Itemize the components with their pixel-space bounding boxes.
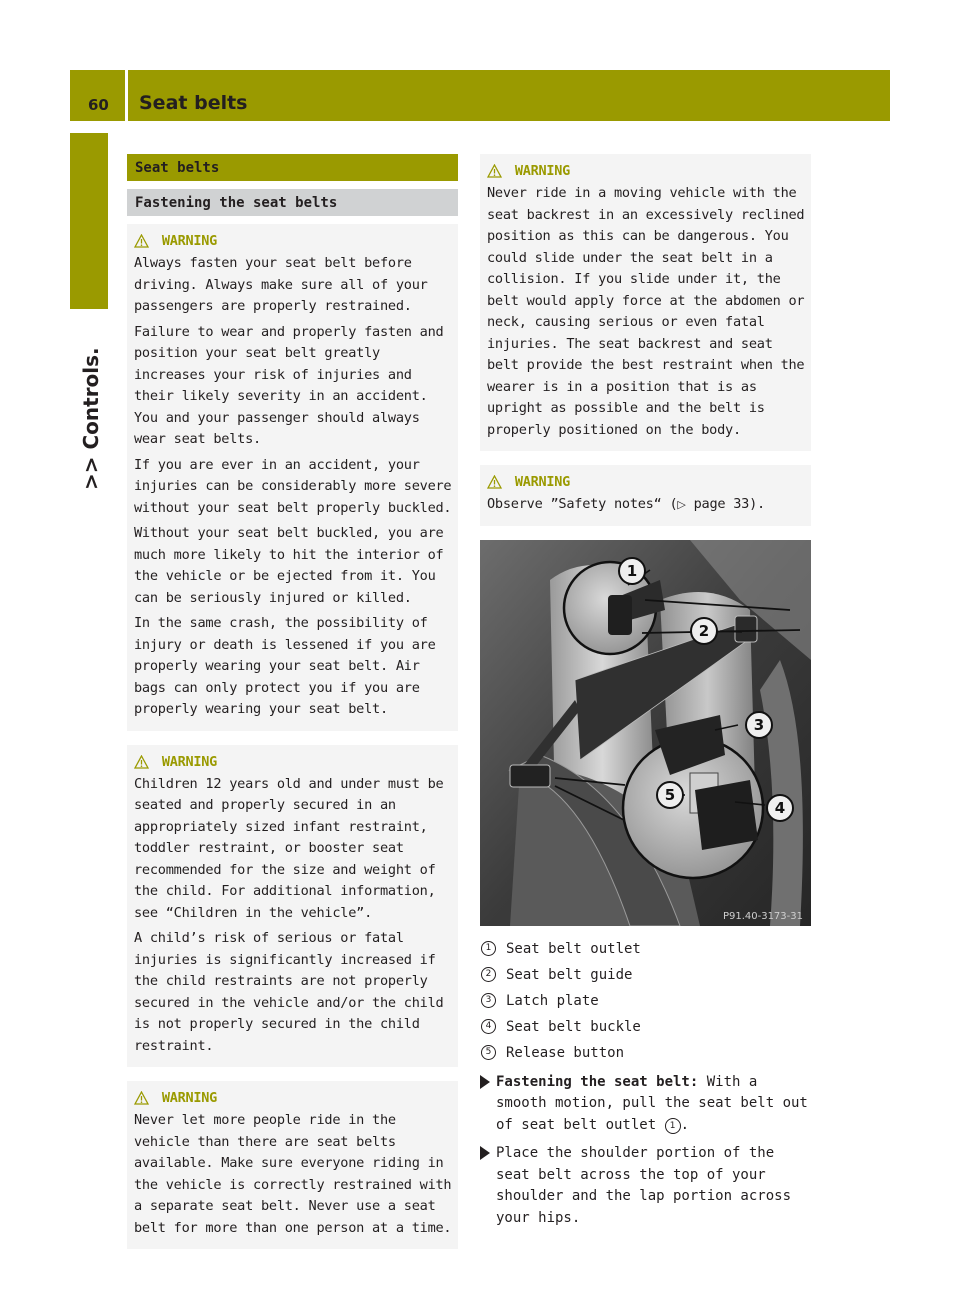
warning-text: Always fasten your seat belt before driving. Always make sure all of your passengers are properly restrained.	[134, 255, 428, 314]
instruction-steps	[480, 1072, 811, 1230]
svg-text:2: 2	[698, 621, 710, 640]
legend-item	[480, 936, 811, 962]
subheading: Fastening the seat belts	[127, 189, 458, 216]
instruction-step: Fastening the seat belt: With a smooth motion, pull the seat belt out of seat belt outlet 1 .	[480, 1072, 811, 1137]
warning-text: In the same crash, the possibility of injury or death is lessened if you are properly wearing your seat belt. Air bags can only protect you if you are properly wearing your seat belt.	[134, 615, 436, 717]
left-column	[127, 154, 458, 1249]
callout-4	[767, 795, 793, 821]
svg-text:4: 4	[774, 798, 786, 817]
warning-heading: WARNING	[134, 752, 452, 774]
seat-belt-illustration	[480, 540, 811, 926]
warning-text: Failure to wear and properly fasten and position your seat belt greatly increases your risk of injuries and their likely severity in an accident. You and your passenger should always wear seat belts.	[134, 323, 444, 447]
warning-heading: WARNING	[487, 472, 805, 494]
right-column	[480, 154, 811, 1236]
page-reference-link[interactable]: page 33).	[685, 496, 765, 512]
seat-belt-figure	[480, 540, 811, 926]
warning-heading: WARNING	[487, 161, 805, 183]
step-arrow-icon	[480, 1075, 490, 1089]
instruction-step: Place the shoulder portion of the seat belt across the top of your shoulder and the lap portion across your hips.	[480, 1143, 811, 1229]
callout-5	[657, 782, 683, 808]
warning-heading: WARNING	[134, 1088, 452, 1110]
legend-number: 5	[481, 1045, 496, 1060]
warning-box	[127, 1081, 458, 1249]
warning-box	[127, 745, 458, 1068]
running-title: Seat belts	[139, 92, 248, 114]
figure-legend	[480, 936, 811, 1066]
header-bar	[70, 70, 890, 121]
warning-text: Without your seat belt buckled, you are much more likely to hit the interior of the vehicle or be ejected from it. You can be seriously injured or killed.	[134, 525, 444, 606]
inline-callout-ref: 1	[665, 1118, 681, 1134]
side-tab-label: >> Controls.	[79, 347, 103, 490]
legend-item	[480, 1014, 811, 1040]
step-arrow-icon	[480, 1146, 490, 1160]
legend-label: Seat belt outlet	[506, 940, 641, 957]
legend-item	[480, 1040, 811, 1066]
warning-text: Children 12 years old and under must be seated and properly secured in an appropriately sized infant restraint, toddler restraint, or booster seat recommended for the size and weight of the child. For additional information, see “Children in the vehicle”.	[134, 775, 444, 921]
svg-text:5: 5	[664, 785, 676, 804]
callout-3	[746, 712, 772, 738]
warning-text: Never let more people ride in the vehicle than there are seat belts available. Make sure everyone riding in the vehicle is correctly restrained with a separate seat belt. Never use a seat belt for more than one person at a time.	[134, 1112, 452, 1236]
page-number: 60	[88, 96, 109, 114]
warning-box	[480, 154, 811, 451]
legend-label: Release button	[506, 1044, 625, 1061]
side-tab-marker	[70, 133, 108, 309]
warning-icon	[134, 755, 154, 777]
svg-text:1: 1	[626, 561, 638, 580]
page-reference-icon: ▷	[677, 498, 686, 511]
legend-number: 2	[481, 967, 496, 982]
warning-heading: WARNING	[134, 231, 452, 253]
legend-number: 4	[481, 1019, 496, 1034]
warning-text: If you are ever in an accident, your injuries can be considerably more severe without your seat belt properly buckled.	[134, 456, 452, 516]
warning-text: Observe ”Safety notes“ (▷ page 33).	[487, 494, 805, 516]
svg-text:3: 3	[753, 715, 765, 734]
warning-box	[480, 465, 811, 526]
figure-code: P91.40-3173-31	[722, 910, 803, 922]
legend-number: 3	[481, 993, 496, 1008]
legend-item	[480, 962, 811, 988]
header-separator	[125, 70, 128, 121]
legend-label: Seat belt buckle	[506, 1018, 641, 1035]
warning-text: Never ride in a moving vehicle with the seat backrest in an excessively reclined position as this can be dangerous. You could slide under the seat belt in a collision. If you slide under it, the belt would apply force at the abdomen or neck, causing serious or even fatal injuries. The seat backrest and seat belt provide the best restraint when the wearer is in a position that is as upright as possible and the belt is properly positioned on the body.	[487, 185, 805, 438]
side-tab	[75, 300, 105, 490]
legend-label: Latch plate	[506, 992, 599, 1009]
legend-label: Seat belt guide	[506, 966, 633, 983]
section-heading: Seat belts	[127, 154, 458, 181]
legend-item	[480, 988, 811, 1014]
warning-box	[127, 224, 458, 731]
legend-number: 1	[481, 941, 496, 956]
warning-text: A child’s risk of serious or fatal injuries is significantly increased if the child restraints are not properly secured in the vehicle and/or the child is not properly secured in the child restraint.	[134, 930, 444, 1054]
callout-2	[691, 618, 717, 644]
callout-1	[619, 558, 645, 584]
